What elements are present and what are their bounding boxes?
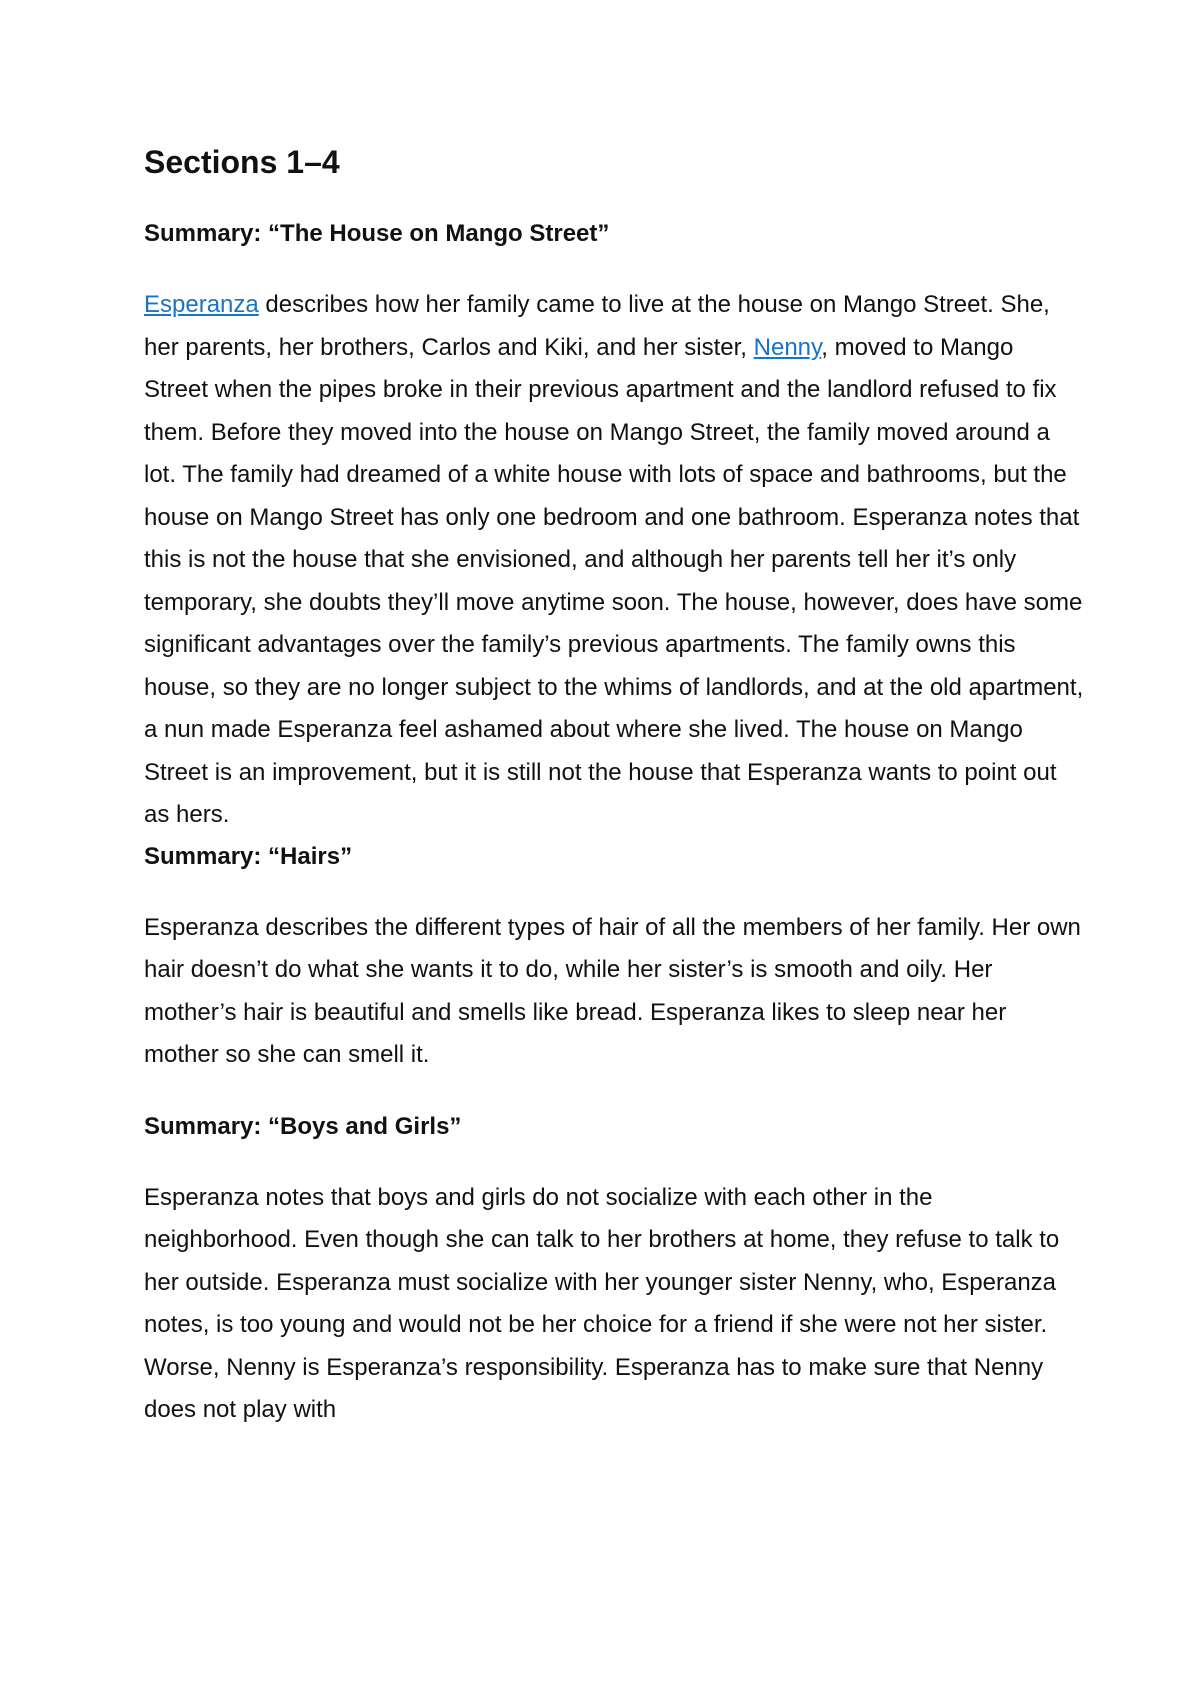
esperanza-link[interactable]: Esperanza <box>144 291 259 318</box>
document-page <box>144 140 1084 1432</box>
section-title: Sections 1–4 <box>144 144 340 180</box>
summary-heading-hairs: Summary: “Hairs” <box>144 842 353 870</box>
paragraph-text: describes how her family came to live at the house on Mango Street. She, her parents, her brothers, Carlos and Kiki, and her sister, <box>144 291 1050 361</box>
summary-heading-house-on-mango-street: Summary: “The House on Mango Street” <box>144 220 610 247</box>
paragraph-text: , moved to Mango Street when the pipes broke in their previous apartment and the landlord refused to fix them. Before they moved into the house on Mango Street, the family moved around a lot. The family had dreamed of a white house with lots of space and bathrooms, but the house on Mango Street has only one bedroom and one bathroom. Esperanza notes that this is not the house that she envisioned, and although her parents tell her it’s only temporary, she doubts they’ll move anytime soon. The house, however, does have some significant advantages over the family’s previous apartments. The family owns this house, so they are no longer subject to the whims of landlords, and at the old apartment, a nun made Esperanza feel ashamed about where she lived. The house on Mango Street is an improvement, but it is still not the house that Esperanza wants to point out as hers. <box>144 333 1084 828</box>
nenny-link[interactable]: Nenny <box>753 333 822 361</box>
summary-paragraph-hairs: Esperanza describes the different types of hair of all the members of her family. Her own hair doesn’t do what she wants it to do, while her sister’s is smooth and oily. Her mother’s hair is beautiful and smells like bread. Esperanza likes to sleep near her mother so she can smell it. <box>144 913 1081 1068</box>
summary-paragraph-house-on-mango-street <box>144 284 1084 837</box>
summary-paragraph-boys-and-girls: Esperanza notes that boys and girls do not socialize with each other in the neighborhood. Even though she can talk to her brothers at home, they refuse to talk to her outside. Esperanza must socialize with her younger sister Nenny, who, Esperanza notes, is too young and would not be her choice for a friend if she were not her sister. Worse, Nenny is Esperanza’s responsibility. Esperanza has to make sure that Nenny does not play with <box>144 1183 1060 1423</box>
summary-heading-boys-and-girls: Summary: “Boys and Girls” <box>144 1112 462 1140</box>
